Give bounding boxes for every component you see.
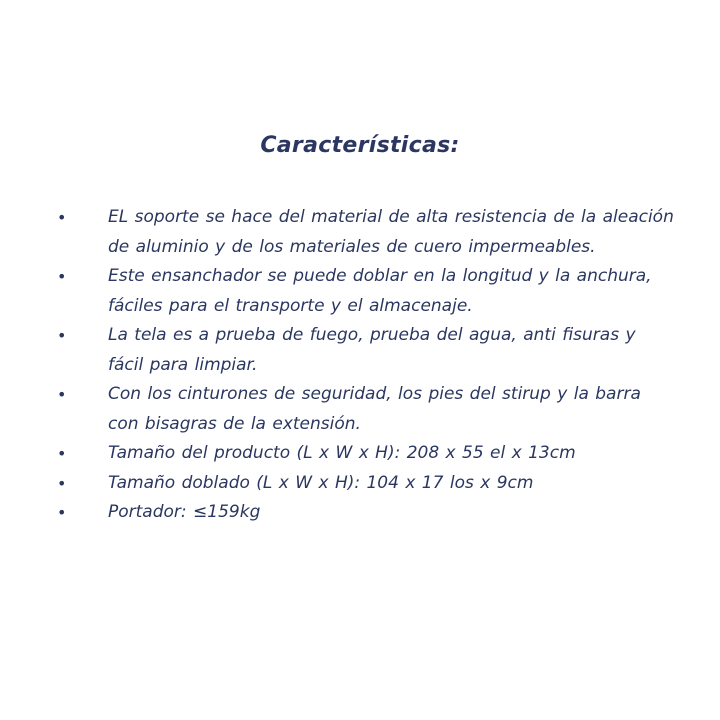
feature-item bbox=[57, 380, 677, 439]
feature-item bbox=[57, 439, 677, 469]
feature-item bbox=[57, 321, 677, 380]
bullet-icon: • bbox=[57, 444, 67, 463]
feature-item bbox=[57, 498, 677, 528]
features-list bbox=[57, 203, 677, 528]
feature-text: Con los cinturones de seguridad, los pies del stirup y la barra con bisagras de la extensión. bbox=[108, 384, 641, 434]
feature-text: Portador: ≤159kg bbox=[108, 502, 261, 522]
feature-text: EL soporte se hace del material de alta resistencia de la aleación de aluminio y de los materiales de cuero impermeables. bbox=[108, 207, 674, 257]
feature-item bbox=[57, 469, 677, 499]
bullet-icon: • bbox=[57, 326, 67, 345]
feature-item bbox=[57, 262, 677, 321]
bullet-icon: • bbox=[57, 267, 67, 286]
feature-text: Tamaño del producto (L x W x H): 208 x 55 el x 13cm bbox=[108, 443, 576, 463]
bullet-icon: • bbox=[57, 208, 67, 227]
bullet-icon: • bbox=[57, 473, 67, 493]
feature-text: Este ensanchador se puede doblar en la longitud y la anchura, fáciles para el transporte y el almacenaje. bbox=[108, 266, 652, 316]
feature-text: Tamaño doblado (L x W x H): 104 x 17 los x 9cm bbox=[108, 472, 534, 493]
feature-item bbox=[57, 203, 677, 262]
bullet-icon: • bbox=[57, 385, 67, 404]
bullet-icon: • bbox=[57, 503, 67, 522]
page-title: Características: bbox=[260, 133, 460, 158]
feature-text: La tela es a prueba de fuego, prueba del agua, anti fisuras y fácil para limpiar. bbox=[108, 325, 636, 375]
